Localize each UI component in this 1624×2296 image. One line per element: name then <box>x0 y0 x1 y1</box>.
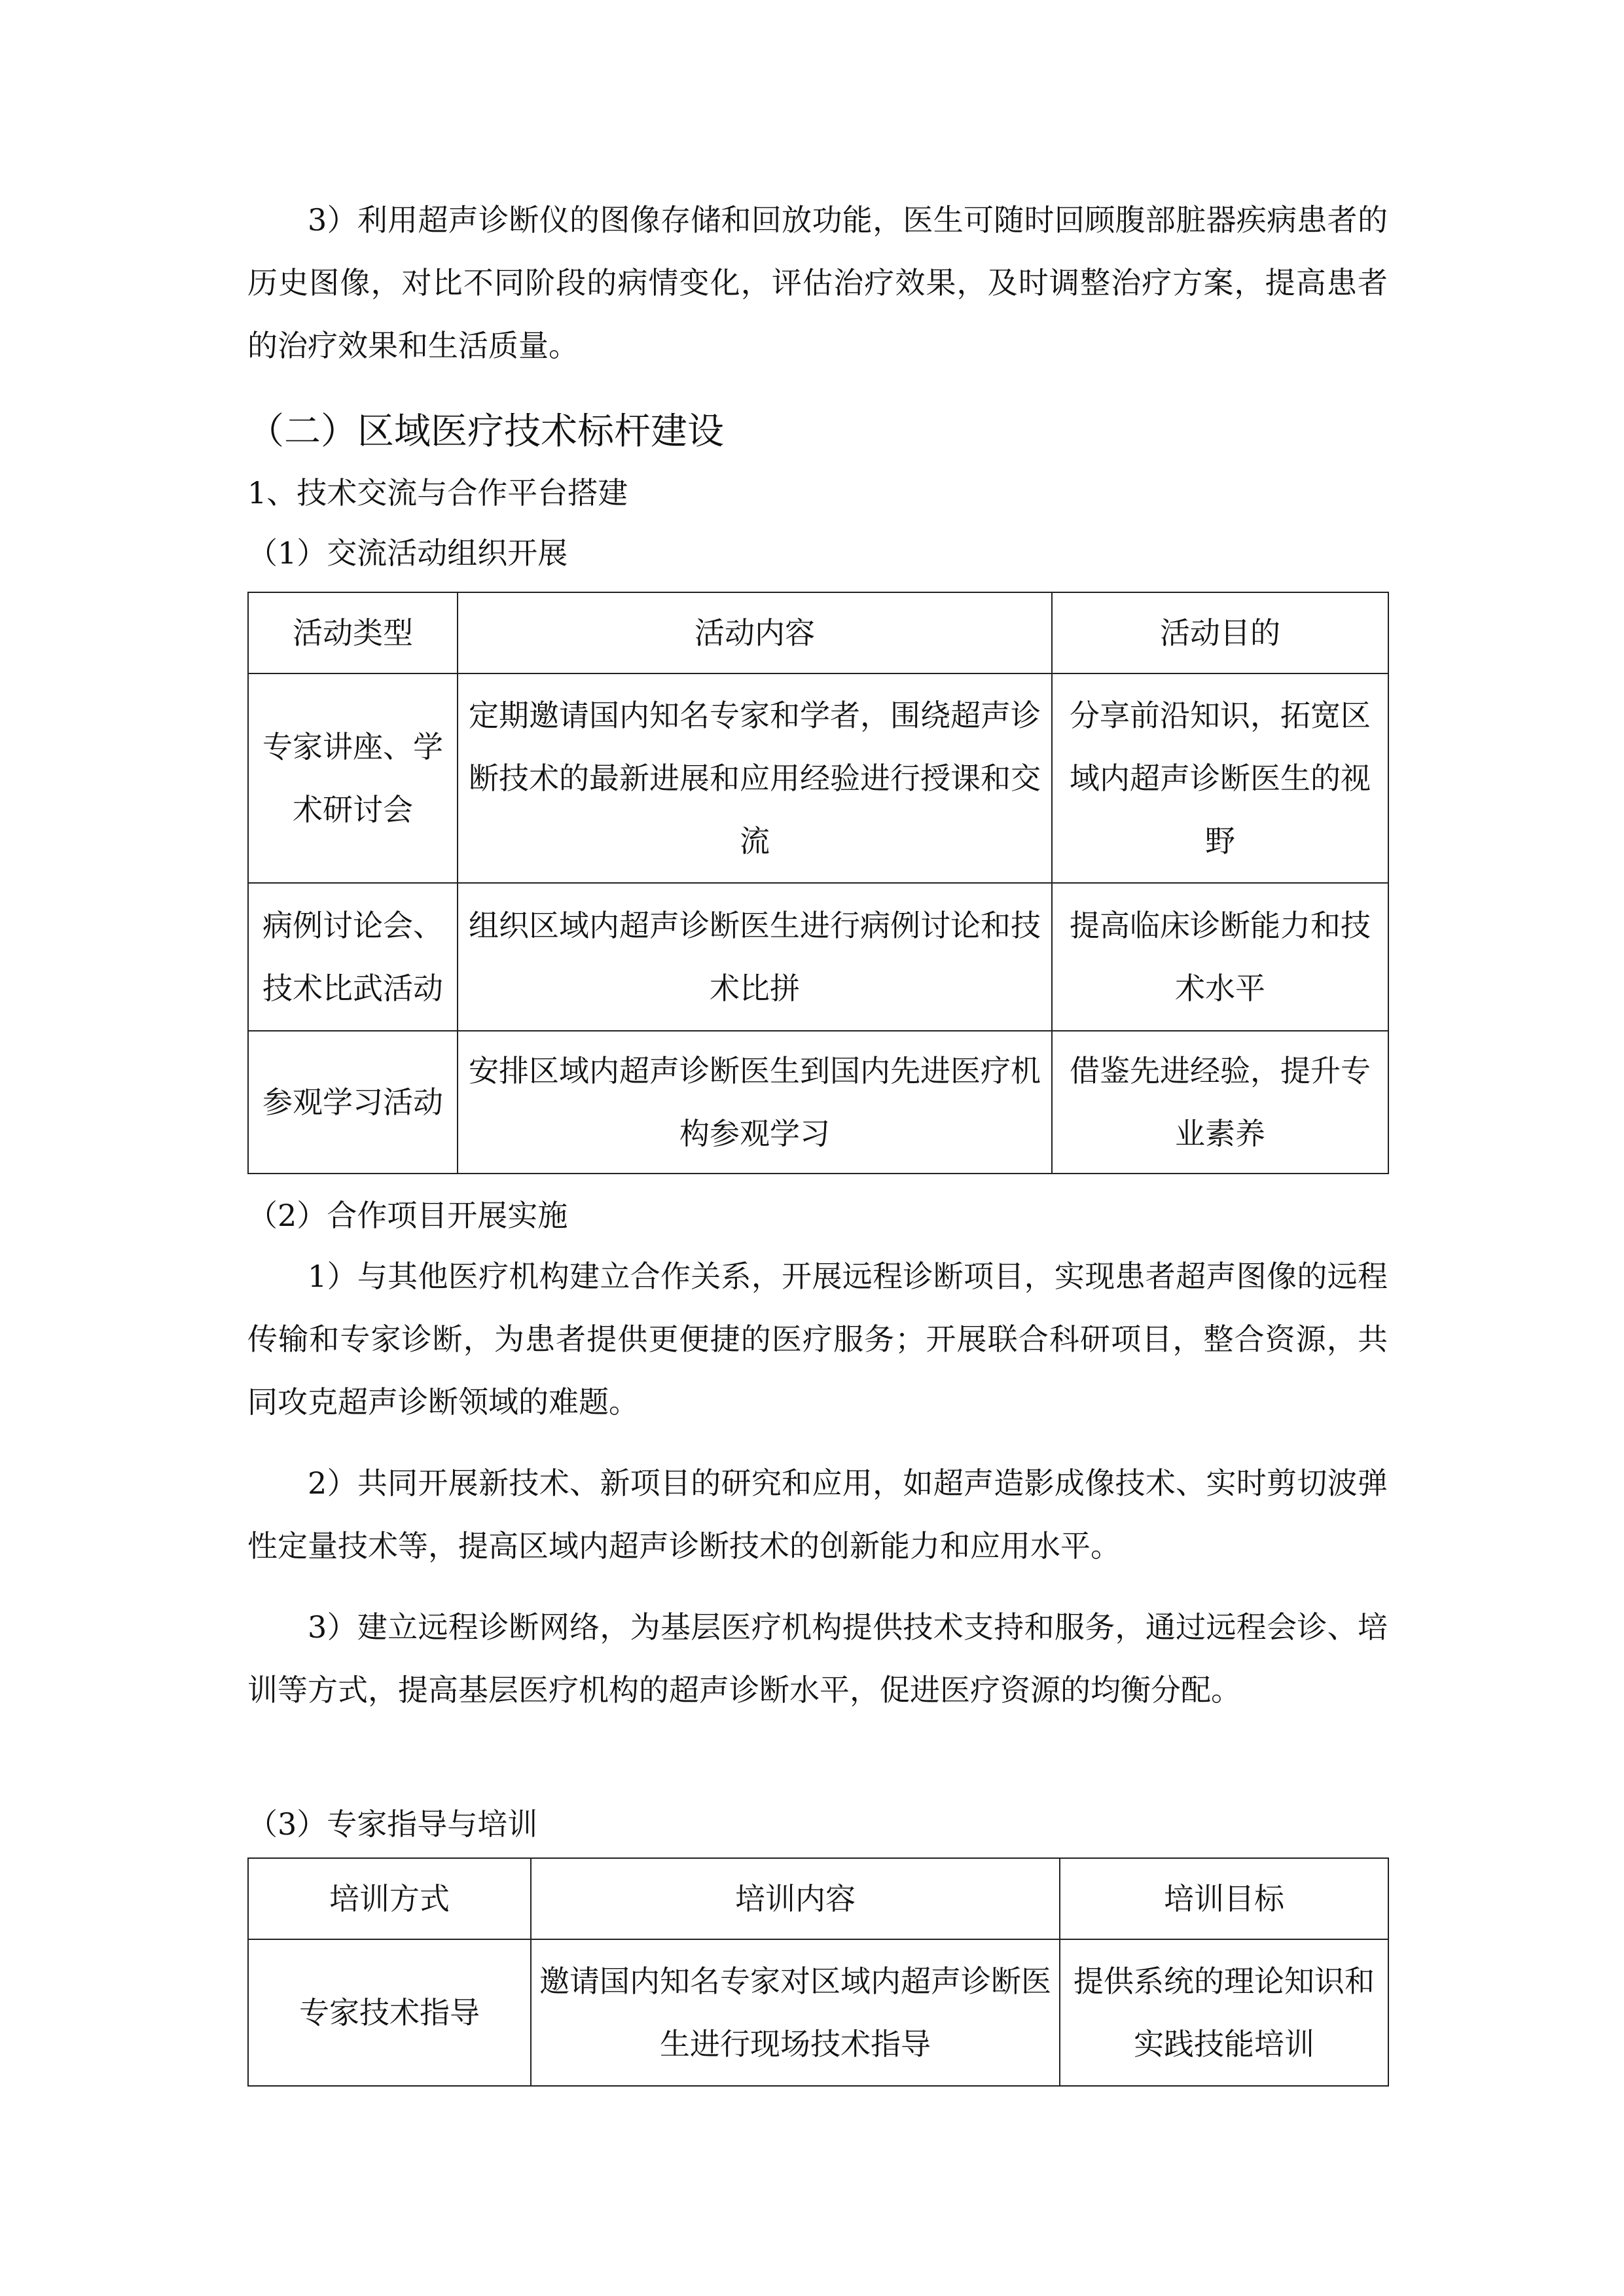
table-header-row <box>248 592 1388 673</box>
table-row <box>248 673 1388 883</box>
exchange-activities-table <box>247 592 1389 1174</box>
table-cell: 病例讨论会、技术比武活动 <box>248 883 458 1031</box>
table-header-cell: 活动目的 <box>1052 592 1388 673</box>
table-header-cell: 活动类型 <box>248 592 458 673</box>
table-header-row <box>248 1858 1388 1939</box>
table-header-cell: 培训内容 <box>531 1858 1060 1939</box>
subsection-heading: 1、技术交流与合作平台搭建 <box>247 475 628 511</box>
paragraph-remote-diagnosis: 1）与其他医疗机构建立合作关系，开展远程诊断项目，实现患者超声图像的远程传输和专家诊断，为患者提供更便捷的医疗服务；开展联合科研项目，整合资源，共同攻克超声诊断领域的难题。 <box>247 1259 1388 1420</box>
table-row <box>248 883 1388 1031</box>
item-heading-exchange-activities: （1）交流活动组织开展 <box>247 535 568 571</box>
paragraph-new-technology: 2）共同开展新技术、新项目的研究和应用，如超声造影成像技术、实时剪切波弹性定量技术等，提高区域内超声诊断技术的创新能力和应用水平。 <box>247 1465 1388 1564</box>
table-row <box>248 1031 1388 1174</box>
item-heading-expert-training: （3）专家指导与培训 <box>247 1806 538 1842</box>
paragraph-remote-network: 3）建立远程诊断网络，为基层医疗机构提供技术支持和服务，通过远程会诊、培训等方式，提高基层医疗机构的超声诊断水平，促进医疗资源的均衡分配。 <box>247 1609 1388 1708</box>
expert-training-table <box>247 1857 1389 2087</box>
table-cell: 安排区域内超声诊断医生到国内先进医疗机构参观学习 <box>458 1031 1052 1174</box>
table-cell: 参观学习活动 <box>248 1031 458 1174</box>
table-cell: 提供系统的理论知识和实践技能培训 <box>1060 1939 1388 2086</box>
item-heading-cooperation-projects: （2）合作项目开展实施 <box>247 1198 568 1233</box>
table-header-cell: 培训目标 <box>1060 1858 1388 1939</box>
table-header-cell: 活动内容 <box>458 592 1052 673</box>
table-cell: 借鉴先进经验，提升专业素养 <box>1052 1031 1388 1174</box>
table-cell: 定期邀请国内知名专家和学者，围绕超声诊断技术的最新进展和应用经验进行授课和交流 <box>458 673 1052 883</box>
table-cell: 分享前沿知识，拓宽区域内超声诊断医生的视野 <box>1052 673 1388 883</box>
section-heading: （二）区域医疗技术标杆建设 <box>247 410 724 453</box>
table-row <box>248 1939 1388 2086</box>
table-cell: 提高临床诊断能力和技术水平 <box>1052 883 1388 1031</box>
table-cell: 专家讲座、学术研讨会 <box>248 673 458 883</box>
table-cell: 组织区域内超声诊断医生进行病例讨论和技术比拼 <box>458 883 1052 1031</box>
table-cell: 邀请国内知名专家对区域内超声诊断医生进行现场技术指导 <box>531 1939 1060 2086</box>
paragraph-image-storage: 3）利用超声诊断仪的图像存储和回放功能，医生可随时回顾腹部脏器疾病患者的历史图像，对比不同阶段的病情变化，评估治疗效果，及时调整治疗方案，提高患者的治疗效果和生活质量。 <box>247 202 1388 363</box>
table-header-cell: 培训方式 <box>248 1858 531 1939</box>
table-cell: 专家技术指导 <box>248 1939 531 2086</box>
